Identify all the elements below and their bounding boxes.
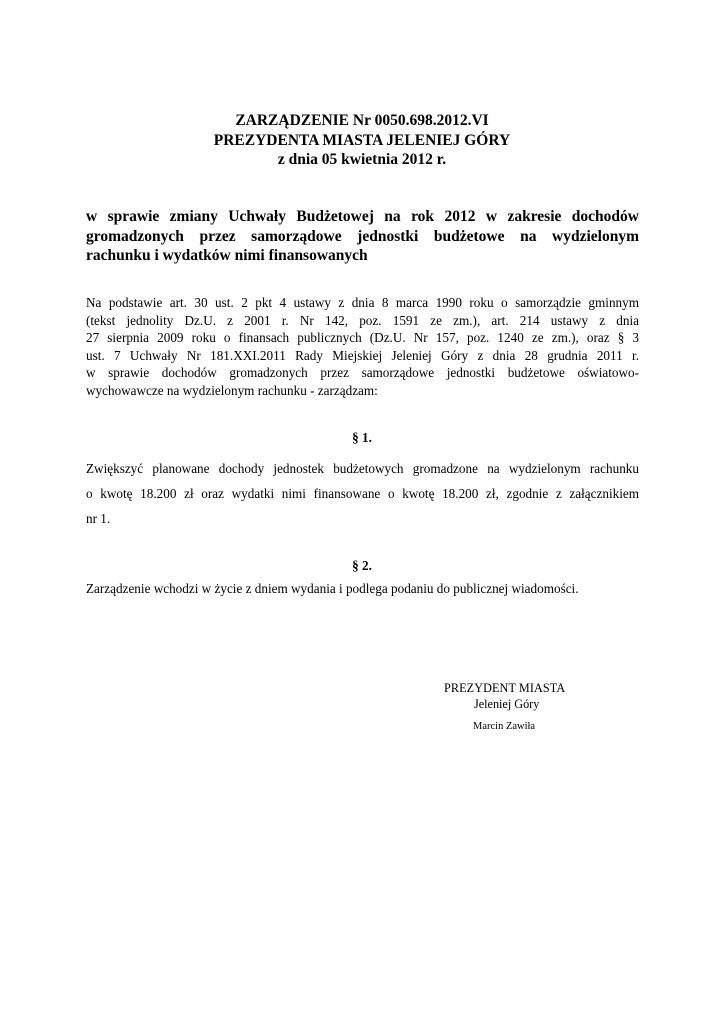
document-header — [0, 111, 724, 170]
legal-basis-line: Na podstawie art. 30 ust. 2 pkt 4 ustawy z dnia 8 marca 1990 roku o samorządzie gminnym — [86, 295, 639, 310]
signature-city: Jeleniej Góry — [474, 697, 540, 711]
legal-basis-line: ust. 7 Uchwały Nr 181.XXI.2011 Rady Miejskiej Jeleniej Góry z dnia 28 grudnia 2011 r. — [86, 347, 639, 363]
section-1-line: o kwotę 18.200 zł oraz wydatki nimi finansowane o kwotę 18.200 zł, zgodnie z załącznikiem — [86, 486, 639, 501]
section-2-text: Zarządzenie wchodzi w życie z dniem wydania i podlega podaniu do publicznej wiadomości. — [86, 581, 579, 596]
section-1-line: nr 1. — [86, 511, 111, 526]
legal-basis-paragraph — [86, 294, 639, 399]
ordinance-subject — [86, 207, 639, 266]
section-1-heading: § 1. — [352, 430, 372, 445]
section-1-text — [86, 456, 639, 531]
section-1-line: Zwiększyć planowane dochody jednostek budżetowych gromadzone na wydzielonym rachunku — [86, 461, 639, 476]
issuer-title: PREZYDENTA MIASTA JELENIEJ GÓRY — [213, 131, 511, 149]
legal-basis-line: w sprawie dochodów gromadzonych przez samorządowe jednostki budżetowe oświatowo- — [86, 365, 639, 380]
section-2-heading: § 2. — [352, 558, 372, 573]
subject-line: gromadzonych przez samorządowe jednostki budżetowe na wydzielonym — [86, 227, 639, 245]
subject-line: w sprawie zmiany Uchwały Budżetowej na rok 2012 w zakresie dochodów — [86, 208, 639, 225]
legal-basis-line: (tekst jednolity Dz.U. z 2001 r. Nr 142, poz. 1591 ze zm.), art. 214 ustawy z dnia — [86, 312, 639, 328]
legal-basis-line: wychowawcze na wydzielonym rachunku - zarządzam: — [86, 382, 378, 398]
signatory-name: Marcin Zawiła — [473, 721, 536, 732]
ordinance-number: ZARZĄDZENIE Nr 0050.698.2012.VI — [235, 112, 489, 129]
legal-basis-line: 27 sierpnia 2009 roku o finansach publicznych (Dz.U. Nr 157, poz. 1240 ze zm.), oraz § 3 — [86, 330, 639, 345]
subject-line: rachunku i wydatków nimi finansowanych — [86, 247, 368, 265]
signature-title: PREZYDENT MIASTA — [444, 681, 566, 695]
ordinance-date: z dnia 05 kwietnia 2012 r. — [277, 151, 447, 168]
